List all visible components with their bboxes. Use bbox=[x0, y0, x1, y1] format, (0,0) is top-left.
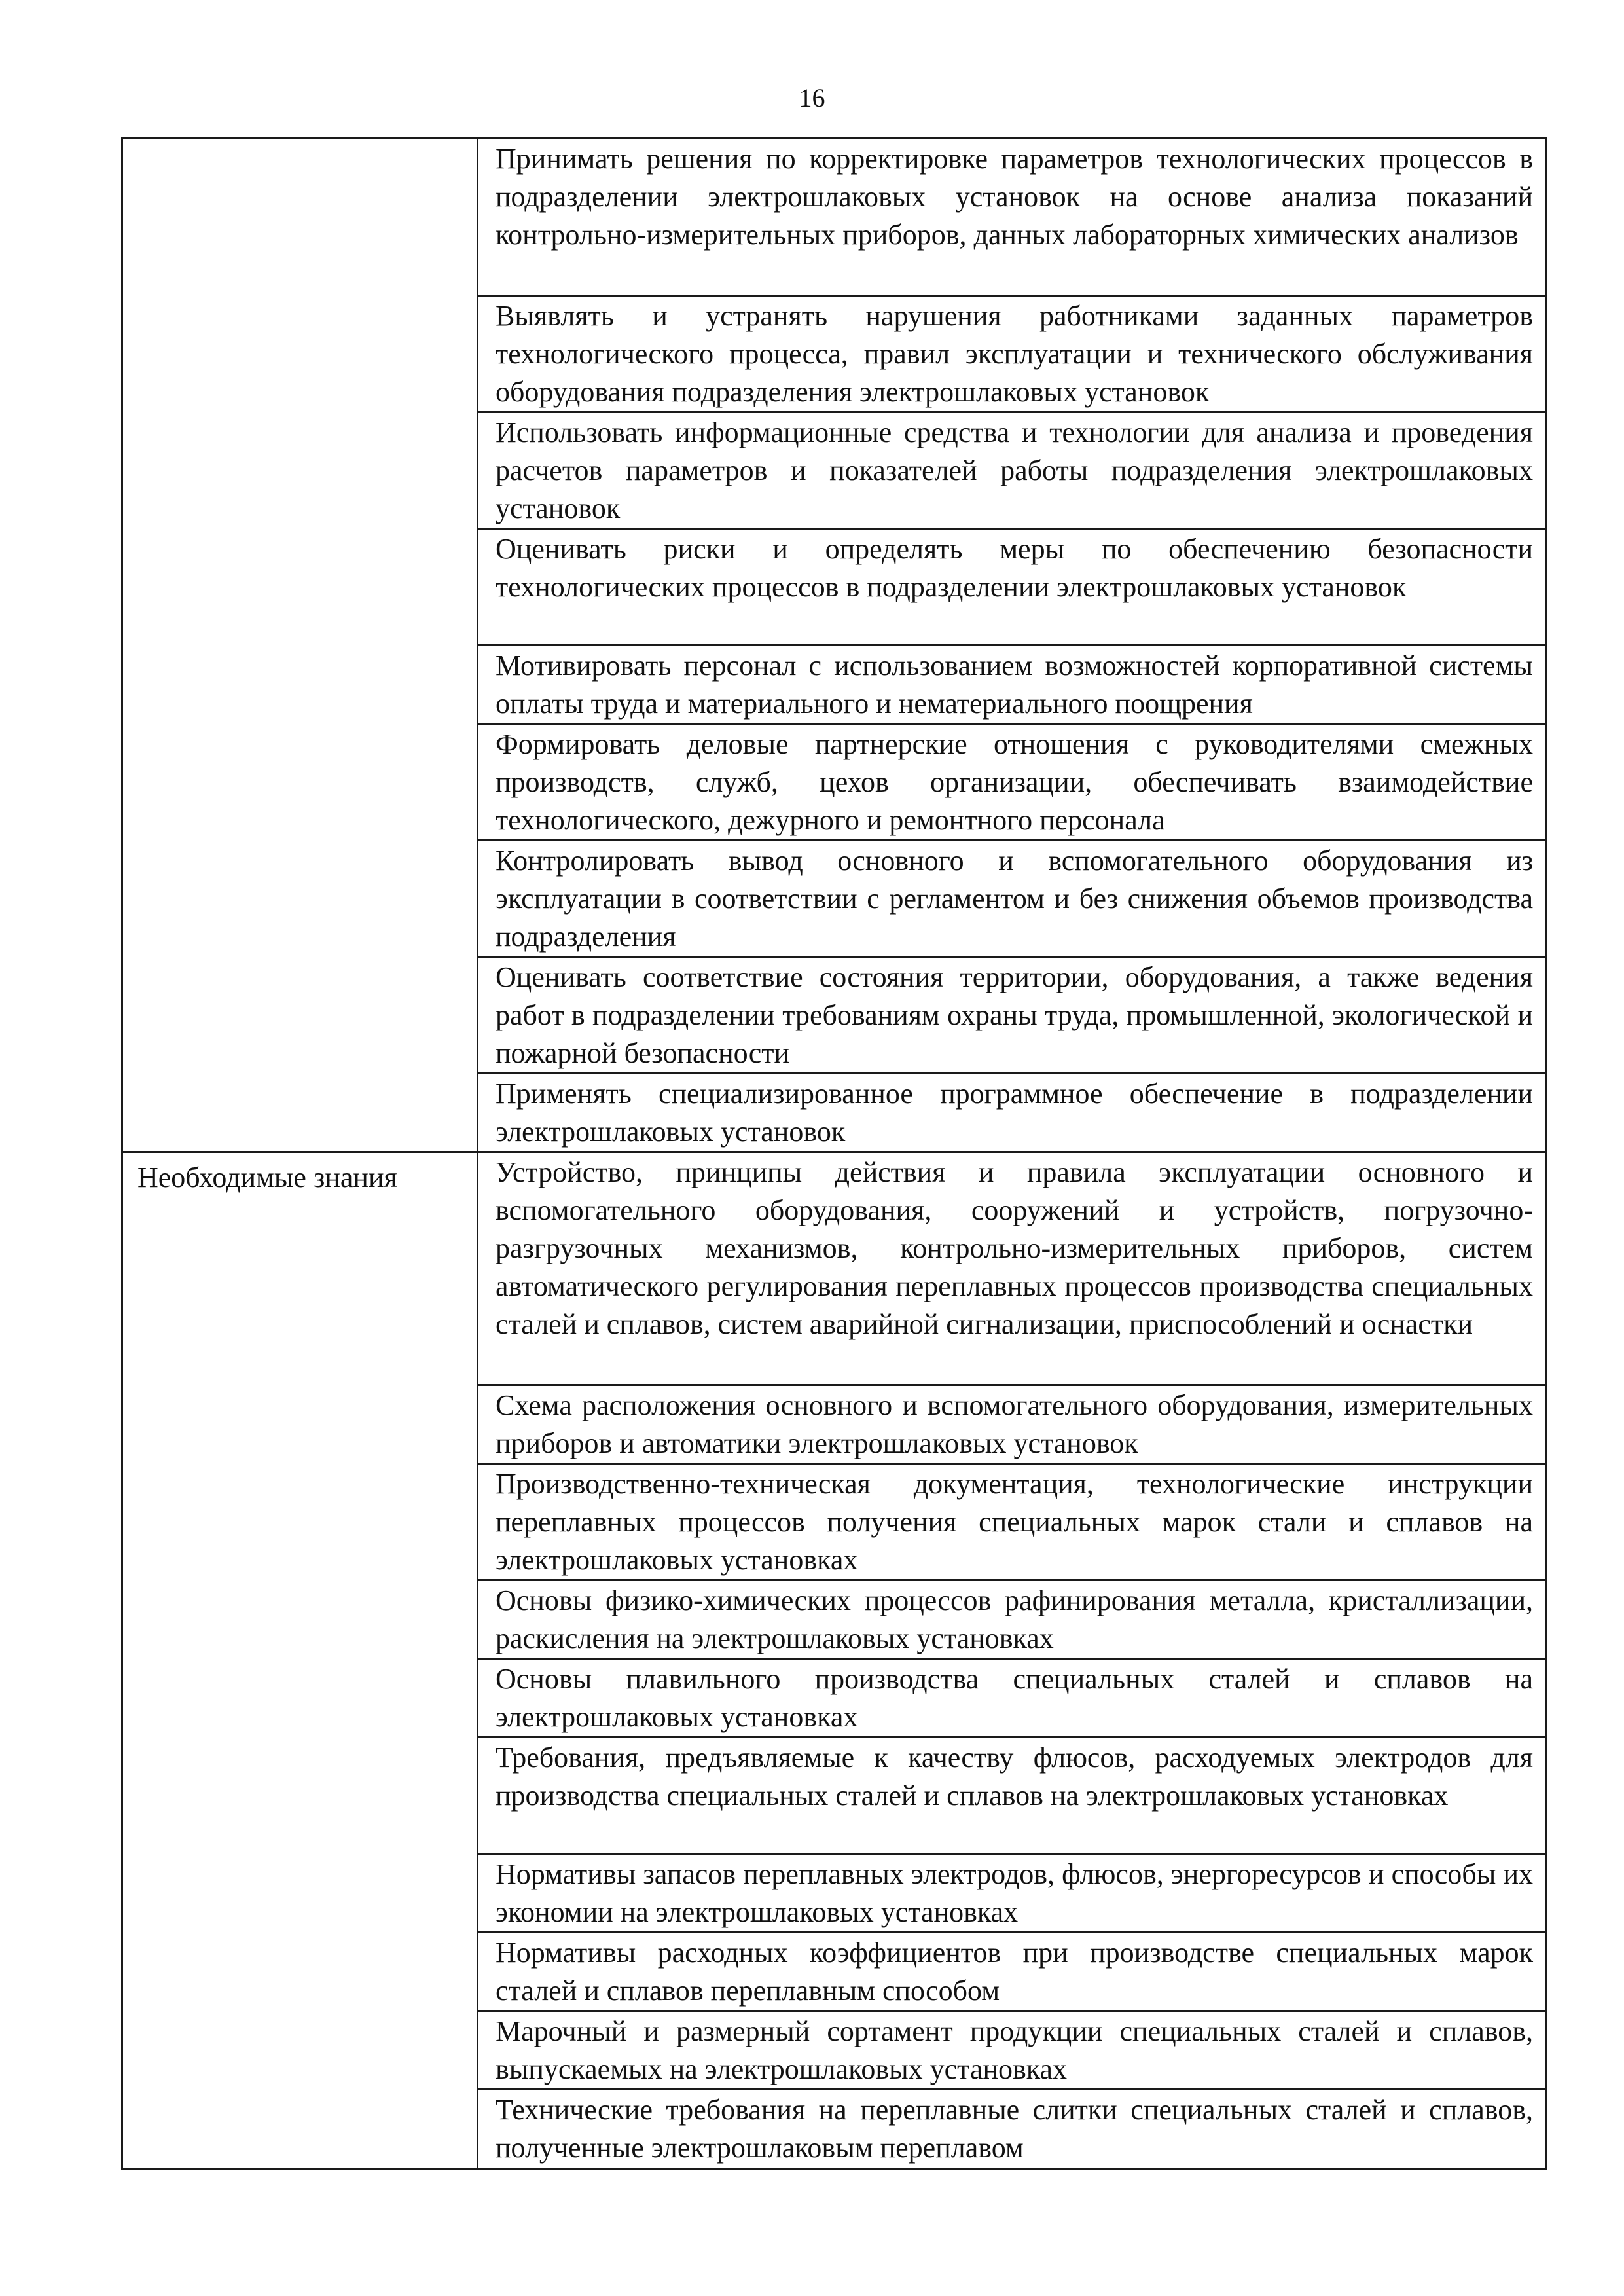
requirements-table bbox=[121, 137, 1547, 2170]
knowledge-item: Технические требования на переплавные слитки специальных сталей и сплавов, полученные электрошлаковым переплавом bbox=[478, 2090, 1546, 2169]
skill-item: Контролировать вывод основного и вспомогательного оборудования из эксплуатации в соответствии с регламентом и без снижения объемов производства подразделения bbox=[478, 841, 1546, 957]
knowledge-item: Основы физико-химических процессов рафинирования металла, кристаллизации, раскисления на электрошлаковых установках bbox=[478, 1580, 1546, 1659]
skills-label-cell bbox=[122, 139, 478, 1152]
knowledge-item: Производственно-техническая документация, технологические инструкции переплавных процессов получения специальных марок стали и сплавов на электрошлаковых установках bbox=[478, 1464, 1546, 1580]
skill-item: Принимать решения по корректировке параметров технологических процессов в подразделении электрошлаковых установок на основе анализа показаний контрольно-измерительных приборов, данных лабораторных химических анализов bbox=[478, 139, 1546, 296]
skill-item: Оценивать соответствие состояния территории, оборудования, а также ведения работ в подразделении требованиям охраны труда, промышленной, экологической и пожарной безопасности bbox=[478, 957, 1546, 1074]
skill-item: Выявлять и устранять нарушения работниками заданных параметров технологического процесса, правил эксплуатации и технического обслуживания оборудования подразделения электрошлаковых установок bbox=[478, 296, 1546, 412]
knowledge-item: Нормативы расходных коэффициентов при производстве специальных марок сталей и сплавов переплавным способом bbox=[478, 1933, 1546, 2011]
knowledge-label: Необходимые знания bbox=[122, 1152, 478, 2169]
knowledge-item: Нормативы запасов переплавных электродов, флюсов, энергоресурсов и способы их экономии на электрошлаковых установках bbox=[478, 1854, 1546, 1933]
page-number: 16 bbox=[799, 83, 825, 113]
skill-item: Формировать деловые партнерские отношения с руководителями смежных производств, служб, цехов организации, обеспечивать взаимодействие технологического, дежурного и ремонтного персонала bbox=[478, 724, 1546, 841]
knowledge-item: Основы плавильного производства специальных сталей и сплавов на электрошлаковых установках bbox=[478, 1659, 1546, 1738]
skill-item: Применять специализированное программное обеспечение в подразделении электрошлаковых установок bbox=[478, 1074, 1546, 1152]
table-row bbox=[122, 139, 1546, 296]
knowledge-item: Устройство, принципы действия и правила эксплуатации основного и вспомогательного оборудования, сооружений и устройств, погрузочно-разгрузочных механизмов, контрольно-измерительных приборов, систем автоматического регулирования переплавных процессов производства специальных сталей и сплавов, систем аварийной сигнализации, приспособлений и оснастки bbox=[478, 1152, 1546, 1385]
table-row bbox=[122, 1152, 1546, 1385]
knowledge-item: Требования, предъявляемые к качеству флюсов, расходуемых электродов для производства специальных сталей и сплавов на электрошлаковых установках bbox=[478, 1738, 1546, 1854]
skill-item: Мотивировать персонал с использованием возможностей корпоративной системы оплаты труда и материального и нематериального поощрения bbox=[478, 646, 1546, 724]
skill-item: Использовать информационные средства и технологии для анализа и проведения расчетов параметров и показателей работы подразделения электрошлаковых установок bbox=[478, 412, 1546, 529]
knowledge-item: Схема расположения основного и вспомогательного оборудования, измерительных приборов и автоматики электрошлаковых установок bbox=[478, 1385, 1546, 1464]
knowledge-item: Марочный и размерный сортамент продукции специальных сталей и сплавов, выпускаемых на электрошлаковых установках bbox=[478, 2011, 1546, 2090]
skill-item: Оценивать риски и определять меры по обеспечению безопасности технологических процессов в подразделении электрошлаковых установок bbox=[478, 529, 1546, 646]
